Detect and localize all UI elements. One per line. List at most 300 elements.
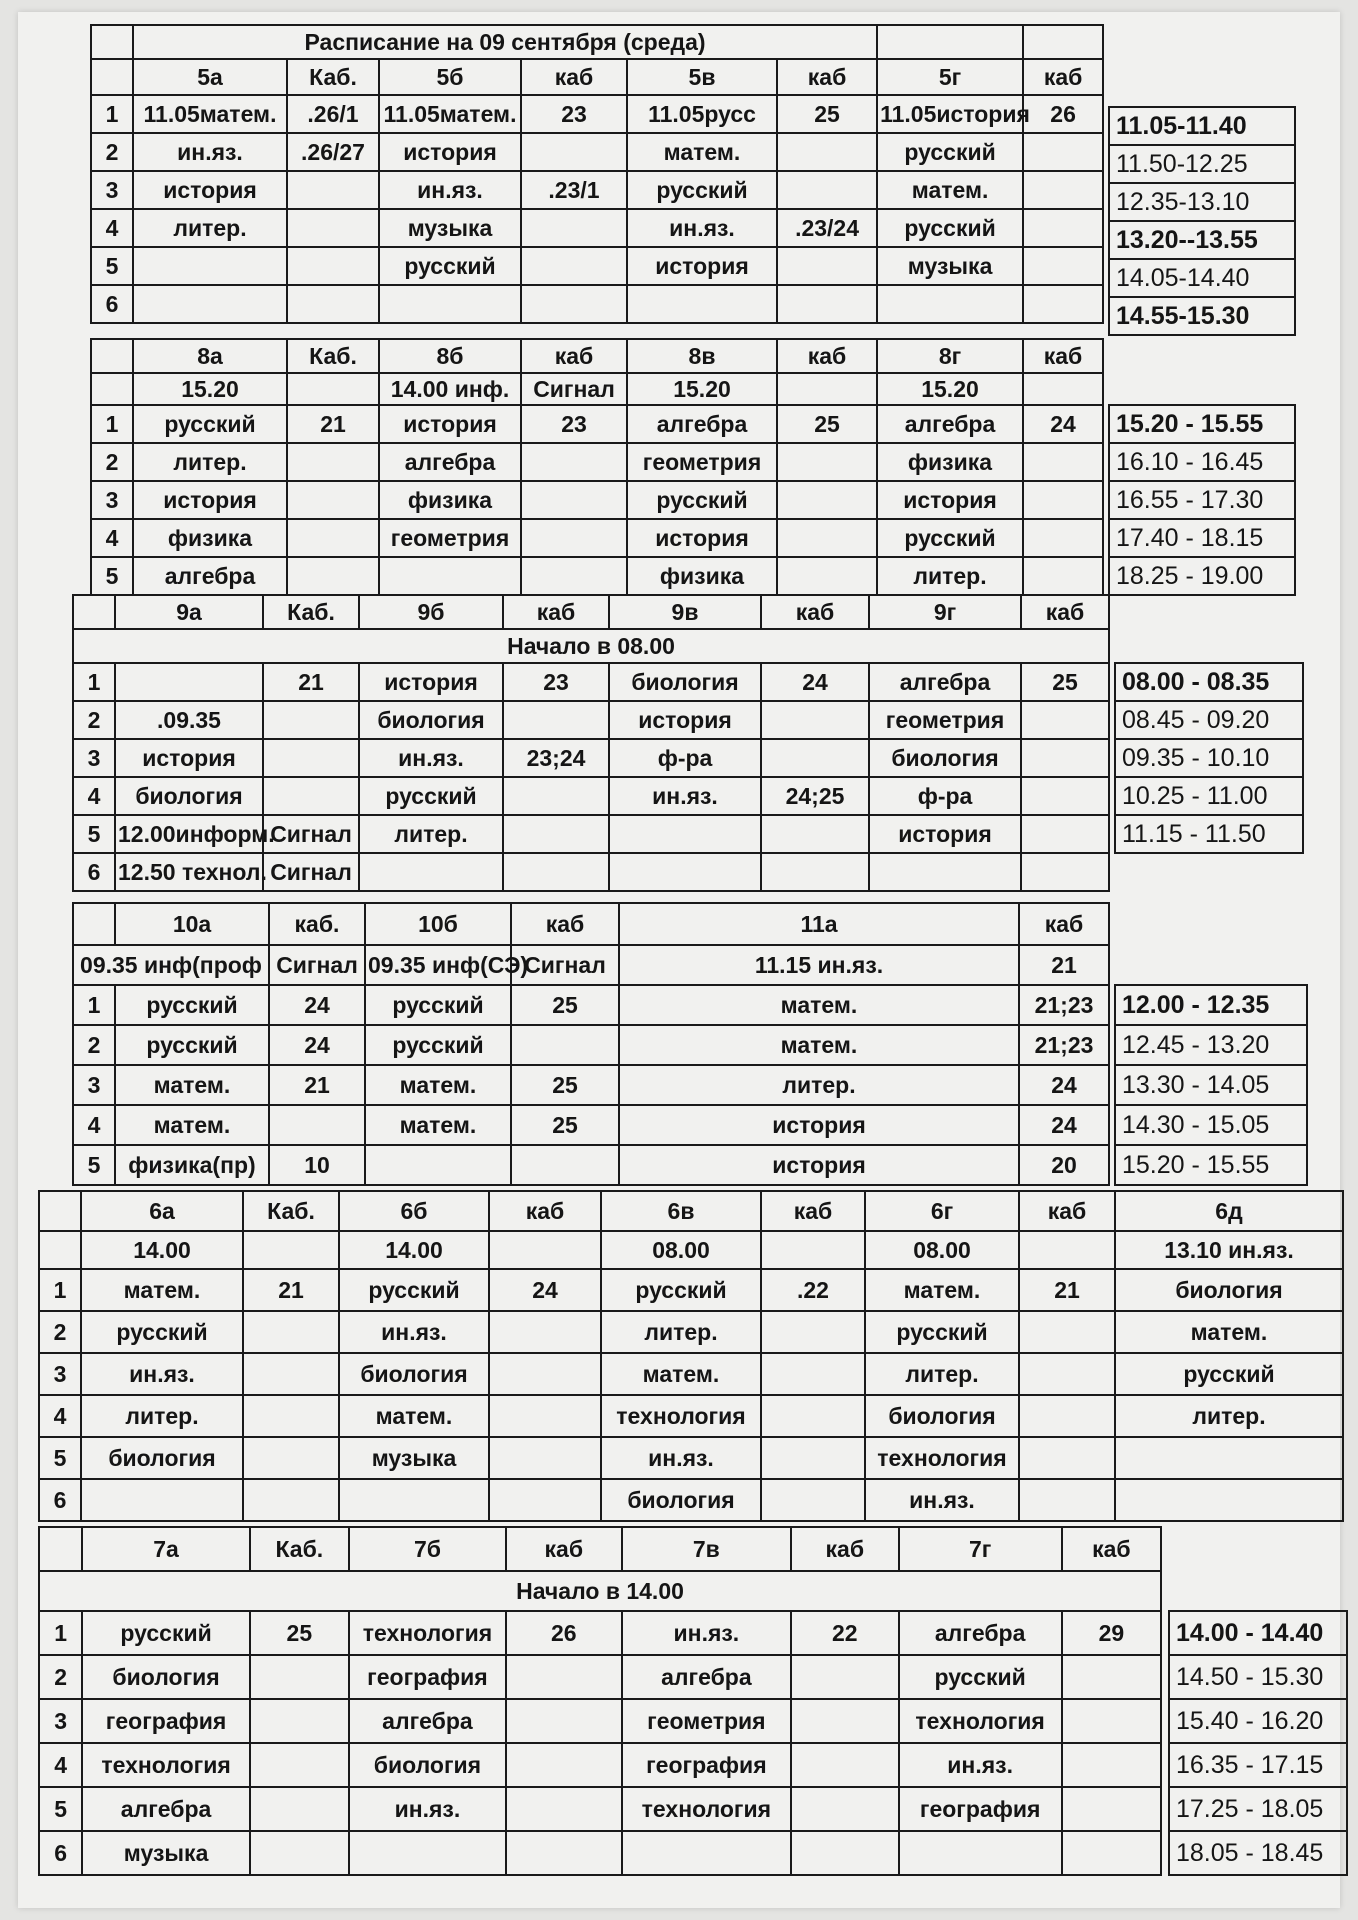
subject-cell: история — [115, 739, 263, 777]
room-cell: 23 — [521, 95, 627, 133]
room-cell: .26/1 — [287, 95, 379, 133]
column-header: Каб. — [287, 339, 379, 373]
note-10b: 09.35 инф(СЭ) — [365, 945, 511, 985]
subject-cell: ин.яз. — [627, 209, 777, 247]
room-cell — [777, 247, 877, 285]
table-row — [39, 1269, 1343, 1311]
time-slot: 08.00 - 08.35 — [1115, 663, 1303, 701]
lesson-number: 2 — [91, 133, 133, 171]
column-header: каб — [521, 339, 627, 373]
subject-cell: биология — [601, 1479, 761, 1521]
empty-cell — [1023, 373, 1103, 405]
subject-cell: биология — [865, 1395, 1019, 1437]
subject-cell: 12.50 технол. — [115, 853, 263, 891]
empty-cell — [73, 595, 115, 629]
subject-cell — [349, 1831, 506, 1875]
room-cell — [489, 1353, 601, 1395]
subject-cell: матем. — [619, 985, 1019, 1025]
lesson-number: 1 — [91, 95, 133, 133]
room-cell — [1023, 171, 1103, 209]
lesson-number: 3 — [91, 171, 133, 209]
column-header: 7в — [622, 1527, 791, 1571]
subject-cell: геометрия — [622, 1699, 791, 1743]
subject-cell: ин.яз. — [622, 1611, 791, 1655]
table-row — [73, 777, 1109, 815]
lesson-number: 1 — [39, 1611, 82, 1655]
column-header: 9г — [869, 595, 1021, 629]
room-cell — [1023, 519, 1103, 557]
subject-cell: биология — [359, 701, 503, 739]
subject-cell — [1115, 1479, 1343, 1521]
times-10-table — [1114, 984, 1308, 1186]
room-cell: 23 — [521, 405, 627, 443]
lesson-number: 1 — [73, 663, 115, 701]
subject-cell — [133, 247, 287, 285]
start-7: Начало в 14.00 — [39, 1571, 1161, 1611]
lesson-number: 5 — [73, 1145, 115, 1185]
time-slot: 14.00 - 14.40 — [1169, 1611, 1347, 1655]
subject-cell: биология — [115, 777, 263, 815]
lesson-number: 6 — [73, 853, 115, 891]
room-cell: 20 — [1019, 1145, 1109, 1185]
empty-cell — [243, 1231, 339, 1269]
times-9-table — [1114, 662, 1304, 854]
subject-cell: русский — [82, 1611, 249, 1655]
table-row — [91, 519, 1103, 557]
subject-cell: алгебра — [82, 1787, 249, 1831]
subject-cell: физика(пр) — [115, 1145, 269, 1185]
subject-cell: ин.яз. — [601, 1437, 761, 1479]
column-header: Каб. — [263, 595, 359, 629]
column-header: Каб. — [243, 1191, 339, 1231]
subject-cell: алгебра — [869, 663, 1021, 701]
subject-cell: геометрия — [869, 701, 1021, 739]
room-cell — [511, 1145, 619, 1185]
time-slot: 18.25 - 19.00 — [1109, 557, 1295, 595]
subject-cell: алгебра — [627, 405, 777, 443]
subject-cell: алгебра — [877, 405, 1023, 443]
subject-cell: русский — [877, 133, 1023, 171]
room-cell — [263, 701, 359, 739]
subject-cell: матем. — [877, 171, 1023, 209]
subject-cell: технология — [899, 1699, 1062, 1743]
subject-cell: история — [379, 133, 521, 171]
room-cell — [521, 247, 627, 285]
subject-cell: ин.яз. — [865, 1479, 1019, 1521]
room-cell — [777, 285, 877, 323]
subject-cell: литер. — [1115, 1395, 1343, 1437]
lesson-number: 1 — [73, 985, 115, 1025]
note-10a: 09.35 инф(проф — [73, 945, 269, 985]
subject-cell: биология — [82, 1655, 249, 1699]
note-6d: 13.10 ин.яз. — [1115, 1231, 1343, 1269]
room-cell: 29 — [1062, 1611, 1161, 1655]
table-row — [39, 1787, 1161, 1831]
subject-cell: 12.00информ. — [115, 815, 263, 853]
time-slot: 09.35 - 10.10 — [1115, 739, 1303, 777]
room-cell — [791, 1655, 898, 1699]
room-cell — [761, 1437, 865, 1479]
room-cell: 21 — [1019, 1269, 1115, 1311]
room-cell — [521, 443, 627, 481]
table-row — [39, 1831, 1161, 1875]
page-title: Расписание на 09 сентября (среда) — [133, 25, 877, 59]
column-header: каб — [761, 595, 869, 629]
room-cell — [1023, 443, 1103, 481]
subject-cell: русский — [115, 985, 269, 1025]
time-slot: 14.30 - 15.05 — [1115, 1105, 1307, 1145]
column-header: каб — [1023, 59, 1103, 95]
subject-cell — [877, 285, 1023, 323]
room-cell — [1021, 777, 1109, 815]
subject-cell: матем. — [115, 1105, 269, 1145]
lesson-number: 6 — [39, 1831, 82, 1875]
room-cell: 23 — [503, 663, 609, 701]
table-row — [91, 405, 1103, 443]
subject-cell: история — [133, 481, 287, 519]
subject-cell: география — [622, 1743, 791, 1787]
lesson-number: 5 — [91, 557, 133, 595]
room-cell: 26 — [1023, 95, 1103, 133]
subject-cell: ф-ра — [869, 777, 1021, 815]
subject-cell: матем. — [81, 1269, 243, 1311]
room-cell: 23;24 — [503, 739, 609, 777]
time-slot: 08.45 - 09.20 — [1115, 701, 1303, 739]
subject-cell: биология — [869, 739, 1021, 777]
subject-cell: матем. — [619, 1025, 1019, 1065]
lesson-number: 5 — [73, 815, 115, 853]
subject-cell: география — [899, 1787, 1062, 1831]
room-cell — [243, 1395, 339, 1437]
room-cell — [521, 285, 627, 323]
subject-cell: ин.яз. — [339, 1311, 489, 1353]
room-cell — [761, 1353, 865, 1395]
room-cell: 25 — [777, 95, 877, 133]
note-6b: 14.00 — [339, 1231, 489, 1269]
room-cell: 24 — [761, 663, 869, 701]
note-11a-room: 21 — [1019, 945, 1109, 985]
start-9: Начало в 08.00 — [73, 629, 1109, 663]
subject-cell: литер. — [877, 557, 1023, 595]
room-cell: 21 — [263, 663, 359, 701]
room-cell: Сигнал — [263, 815, 359, 853]
subject-cell: технология — [865, 1437, 1019, 1479]
lesson-number: 5 — [39, 1437, 81, 1479]
subject-cell: литер. — [619, 1065, 1019, 1105]
subject-cell: литер. — [133, 443, 287, 481]
subject-cell: история — [877, 481, 1023, 519]
table-row — [91, 557, 1103, 595]
subject-cell: матем. — [365, 1105, 511, 1145]
room-cell — [506, 1787, 622, 1831]
subject-cell: география — [349, 1655, 506, 1699]
subject-cell: русский — [627, 481, 777, 519]
subject-cell: матем. — [627, 133, 777, 171]
table-row — [73, 1065, 1109, 1105]
empty-cell — [777, 373, 877, 405]
table-row — [73, 1025, 1109, 1065]
subject-cell — [622, 1831, 791, 1875]
time-slot: 18.05 - 18.45 — [1169, 1831, 1347, 1875]
lesson-number: 5 — [39, 1787, 82, 1831]
room-cell — [791, 1831, 898, 1875]
room-cell — [506, 1655, 622, 1699]
column-header: 8в — [627, 339, 777, 373]
room-cell: 25 — [777, 405, 877, 443]
subject-cell: 11.05история — [877, 95, 1023, 133]
subject-cell — [1115, 1437, 1343, 1479]
room-cell: 10 — [269, 1145, 365, 1185]
note-8g: 15.20 — [877, 373, 1023, 405]
schedule-sheet — [18, 12, 1340, 1908]
empty-cell — [1019, 1231, 1115, 1269]
room-cell — [503, 701, 609, 739]
subject-cell: русский — [365, 1025, 511, 1065]
column-header: каб — [761, 1191, 865, 1231]
subject-cell: матем. — [365, 1065, 511, 1105]
subject-cell: история — [379, 405, 521, 443]
table-row — [39, 1395, 1343, 1437]
room-cell — [1021, 853, 1109, 891]
time-slot: 12.00 - 12.35 — [1115, 985, 1307, 1025]
subject-cell: русский — [865, 1311, 1019, 1353]
table-row — [73, 1145, 1109, 1185]
room-cell — [791, 1743, 898, 1787]
table-row — [91, 171, 1103, 209]
room-cell — [243, 1353, 339, 1395]
room-cell — [489, 1479, 601, 1521]
subject-cell: русский — [339, 1269, 489, 1311]
room-cell — [1062, 1831, 1161, 1875]
note-8b-room: Сигнал — [521, 373, 627, 405]
subject-cell: физика — [877, 443, 1023, 481]
room-cell — [1023, 481, 1103, 519]
room-cell — [761, 739, 869, 777]
schedule-10-table — [72, 902, 1110, 1186]
subject-cell: матем. — [339, 1395, 489, 1437]
room-cell: 21;23 — [1019, 1025, 1109, 1065]
subject-cell: русский — [365, 985, 511, 1025]
room-cell — [521, 557, 627, 595]
column-header: каб — [511, 903, 619, 945]
table-row — [73, 853, 1109, 891]
table-row — [91, 133, 1103, 171]
column-header: 9а — [115, 595, 263, 629]
empty-cell — [91, 59, 133, 95]
subject-cell: 11.05русс — [627, 95, 777, 133]
room-cell — [503, 853, 609, 891]
column-header: каб — [1019, 903, 1109, 945]
column-header: каб — [503, 595, 609, 629]
room-cell — [761, 853, 869, 891]
room-cell: .26/27 — [287, 133, 379, 171]
time-slot: 14.05-14.40 — [1109, 259, 1295, 297]
room-cell: 25 — [511, 1065, 619, 1105]
schedule-9-table — [72, 594, 1110, 892]
subject-cell: матем. — [865, 1269, 1019, 1311]
subject-cell — [627, 285, 777, 323]
room-cell: 26 — [506, 1611, 622, 1655]
time-slot: 12.35-13.10 — [1109, 183, 1295, 221]
room-cell — [250, 1743, 349, 1787]
column-header: 8б — [379, 339, 521, 373]
lesson-number: 4 — [73, 1105, 115, 1145]
room-cell — [287, 209, 379, 247]
subject-cell: биология — [81, 1437, 243, 1479]
room-cell — [1023, 285, 1103, 323]
subject-cell: алгебра — [379, 443, 521, 481]
table-row — [39, 1353, 1343, 1395]
subject-cell: ин.яз. — [379, 171, 521, 209]
room-cell — [506, 1831, 622, 1875]
empty-cell — [877, 25, 1023, 59]
room-cell — [777, 557, 877, 595]
room-cell — [287, 171, 379, 209]
room-cell — [777, 481, 877, 519]
table-row — [73, 815, 1109, 853]
room-cell: 25 — [511, 985, 619, 1025]
subject-cell: русский — [877, 209, 1023, 247]
room-cell: 24 — [1023, 405, 1103, 443]
subject-cell: музыка — [379, 209, 521, 247]
room-cell: 22 — [791, 1611, 898, 1655]
room-cell — [777, 519, 877, 557]
subject-cell: русский — [359, 777, 503, 815]
room-cell — [791, 1787, 898, 1831]
lesson-number: 2 — [91, 443, 133, 481]
time-slot: 16.35 - 17.15 — [1169, 1743, 1347, 1787]
column-header: каб — [506, 1527, 622, 1571]
subject-cell: технология — [349, 1611, 506, 1655]
subject-cell: русский — [877, 519, 1023, 557]
lesson-number: 4 — [39, 1395, 81, 1437]
table-row — [39, 1699, 1161, 1743]
subject-cell: алгебра — [899, 1611, 1062, 1655]
note-8v: 15.20 — [627, 373, 777, 405]
room-cell: 24 — [269, 985, 365, 1025]
room-cell — [1019, 1353, 1115, 1395]
lesson-number: 3 — [39, 1353, 81, 1395]
note-6v: 08.00 — [601, 1231, 761, 1269]
room-cell — [263, 777, 359, 815]
empty-cell — [73, 903, 115, 945]
lesson-number: 4 — [73, 777, 115, 815]
column-header: каб — [1021, 595, 1109, 629]
room-cell — [506, 1743, 622, 1787]
time-slot: 15.40 - 16.20 — [1169, 1699, 1347, 1743]
room-cell: Сигнал — [263, 853, 359, 891]
room-cell: .22 — [761, 1269, 865, 1311]
empty-cell — [1023, 25, 1103, 59]
time-slot: 17.25 - 18.05 — [1169, 1787, 1347, 1831]
subject-cell: физика — [627, 557, 777, 595]
room-cell — [503, 815, 609, 853]
room-cell — [761, 815, 869, 853]
table-row — [91, 209, 1103, 247]
empty-cell — [91, 339, 133, 373]
time-slot: 17.40 - 18.15 — [1109, 519, 1295, 557]
room-cell: 24 — [1019, 1105, 1109, 1145]
subject-cell: музыка — [877, 247, 1023, 285]
subject-cell — [869, 853, 1021, 891]
subject-cell — [115, 663, 263, 701]
column-header: каб — [1023, 339, 1103, 373]
subject-cell: технология — [622, 1787, 791, 1831]
schedule-7-table — [38, 1526, 1162, 1876]
subject-cell — [379, 285, 521, 323]
column-header: каб — [489, 1191, 601, 1231]
room-cell: 21 — [243, 1269, 339, 1311]
lesson-number: 2 — [73, 1025, 115, 1065]
subject-cell: история — [133, 171, 287, 209]
room-cell: 24 — [1019, 1065, 1109, 1105]
subject-cell — [379, 557, 521, 595]
column-header: 7а — [82, 1527, 249, 1571]
room-cell — [1021, 739, 1109, 777]
time-slot: 15.20 - 15.55 — [1115, 1145, 1307, 1185]
subject-cell: 11.05матем. — [379, 95, 521, 133]
subject-cell: биология — [609, 663, 761, 701]
time-slot: 10.25 - 11.00 — [1115, 777, 1303, 815]
room-cell: .23/1 — [521, 171, 627, 209]
column-header: каб — [777, 339, 877, 373]
subject-cell — [609, 815, 761, 853]
room-cell — [489, 1395, 601, 1437]
note-6a: 14.00 — [81, 1231, 243, 1269]
subject-cell — [359, 853, 503, 891]
lesson-number: 2 — [39, 1655, 82, 1699]
room-cell — [1062, 1787, 1161, 1831]
subject-cell — [609, 853, 761, 891]
lesson-number: 3 — [73, 739, 115, 777]
room-cell — [1062, 1743, 1161, 1787]
room-cell — [506, 1699, 622, 1743]
room-cell — [511, 1025, 619, 1065]
lesson-number: 3 — [91, 481, 133, 519]
room-cell — [761, 1395, 865, 1437]
column-header: каб — [1062, 1527, 1161, 1571]
room-cell — [250, 1787, 349, 1831]
time-slot: 14.50 - 15.30 — [1169, 1655, 1347, 1699]
subject-cell: геометрия — [379, 519, 521, 557]
room-cell — [521, 519, 627, 557]
subject-cell: физика — [133, 519, 287, 557]
column-header: каб — [791, 1527, 898, 1571]
times-5-table — [1108, 106, 1296, 336]
lesson-number: 3 — [73, 1065, 115, 1105]
room-cell — [287, 557, 379, 595]
subject-cell: ин.яз. — [899, 1743, 1062, 1787]
lesson-number: 6 — [39, 1479, 81, 1521]
note-8a: 15.20 — [133, 373, 287, 405]
subject-cell: ин.яз. — [133, 133, 287, 171]
column-header: 10а — [115, 903, 269, 945]
empty-cell — [39, 1527, 82, 1571]
lesson-number: 1 — [39, 1269, 81, 1311]
subject-cell: литер. — [81, 1395, 243, 1437]
room-cell — [791, 1699, 898, 1743]
subject-cell: матем. — [115, 1065, 269, 1105]
subject-cell: история — [609, 701, 761, 739]
lesson-number: 4 — [91, 519, 133, 557]
column-header: 7б — [349, 1527, 506, 1571]
room-cell — [287, 247, 379, 285]
room-cell: .23/24 — [777, 209, 877, 247]
room-cell — [489, 1437, 601, 1479]
subject-cell: история — [619, 1105, 1019, 1145]
lesson-number: 2 — [39, 1311, 81, 1353]
subject-cell: история — [627, 519, 777, 557]
